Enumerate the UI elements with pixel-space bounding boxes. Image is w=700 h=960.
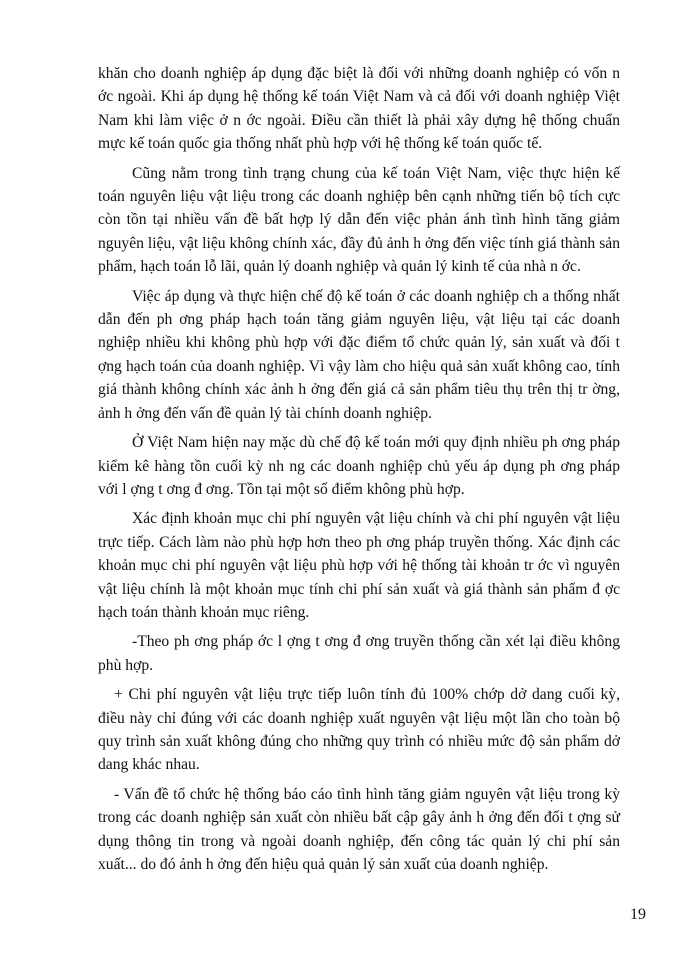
paragraph-4: Ở Việt Nam hiện nay mặc dù chế độ kế toán mới quy định nhiều ph ơng pháp kiểm kê hàng tồn cuối kỳ nh ng các doanh nghiệp chủ yếu áp dụng ph ơng pháp với l ợng t ơng đ ơng. Tồn tại một số điểm không phù hợp. — [98, 434, 620, 498]
paragraph-1: khăn cho doanh nghiệp áp dụng đặc biệt là đối với những doanh nghiệp có vốn n ớc ngoài. Khi áp dụng hệ thống kế toán Việt Nam và cả đối với doanh nghiệp Việt Nam khi làm việc ở n ớc ngoài. Điều cần thiết là phải xây dựng hệ thống chuẩn mực kế toán quốc gia thống nhất phù hợp với hệ thống kế toán quốc tế. — [98, 65, 620, 153]
paragraph-5: Xác định khoản mục chi phí nguyên vật liệu chính và chi phí nguyên vật liệu trực tiếp. Cách làm nào phù hợp hơn theo ph ơng pháp truyền thống. Xác định các khoản mục chi phí nguyên vật liệu phù hợp với hệ thống tài khoản tr ớc vì nguyên vật liệu chính là một khoản mục tính chi phí sản xuất và giá thành sản phẩm đ ợc hạch toán thành khoản mục riêng. — [98, 510, 620, 621]
paragraph-7: + Chi phí nguyên vật liệu trực tiếp luôn tính đủ 100% chớp dở dang cuối kỳ, điều này chỉ đúng với các doanh nghiệp xuất nguyên vật liệu một lần cho toàn bộ quy trình sản xuất không đúng cho những quy trình có nhiều mức độ sản phẩm dở dang khác nhau. — [98, 686, 620, 774]
paragraph-6: -Theo ph ơng pháp ớc l ợng t ơng đ ơng truyền thống cần xét lại điều không phù hợp. — [98, 633, 620, 674]
paragraph-2: Cũng nằm trong tình trạng chung của kế toán Việt Nam, việc thực hiện kế toán nguyên liệu vật liệu trong các doanh nghiệp bên cạnh những tiến bộ tích cực còn tồn tại nhiều vấn đề bất hợp lý dẫn đến việc phản ánh tình hình tăng giảm nguyên liệu, vật liệu không chính xác, đầy đủ ảnh h ởng đến việc tính giá thành sản phẩm, hạch toán lỗ lãi, quản lý doanh nghiệp và quản lý kinh tế của nhà n ớc. — [98, 164, 620, 276]
page-number: 19 — [630, 906, 646, 923]
paragraph-8: - Vấn đề tổ chức hệ thống báo cáo tình hình tăng giảm nguyên vật liệu trong kỳ trong các doanh nghiệp sản xuất còn nhiều bất cập gây ảnh h ởng đến đối t ợng sử dụng thông tin trong và ngoài doanh nghiệp, đến công tác quản lý chi phí sản xuất... do đó ảnh h ởng đến hiệu quả quản lý sản xuất của doanh nghiệp. — [98, 785, 620, 873]
paragraph-3: Việc áp dụng và thực hiện chế độ kế toán ở các doanh nghiệp ch a thống nhất dẫn đến ph ơng pháp hạch toán tăng giảm nguyên liệu, vật liệu tại các doanh nghiệp nhiều khi không phù hợp với đặc điểm tổ chức quản lý, sản xuất và đối t ợng hạch toán của doanh nghiệp. Vì vậy làm cho hiệu quả sản xuất không cao, tính giá thành không chính xác ảnh h ởng đến giá cả sản phẩm tiêu thụ trên thị tr ờng, ảnh h ởng đến vấn đề quản lý tài chính doanh nghiệp. — [98, 287, 620, 422]
